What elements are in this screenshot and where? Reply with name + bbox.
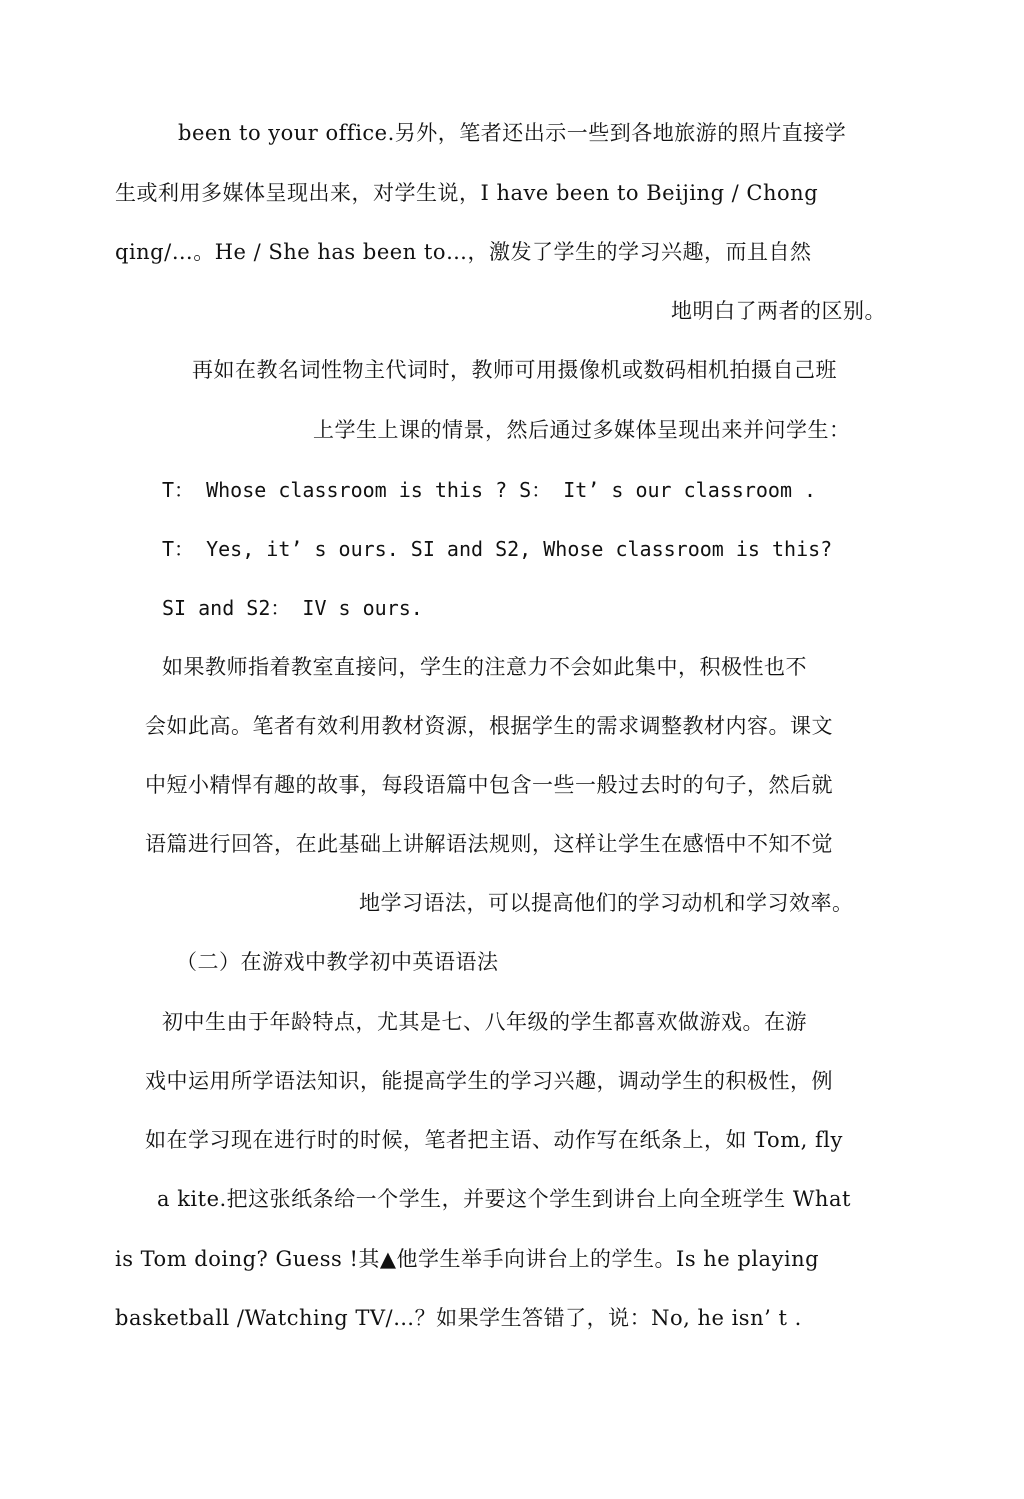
section-heading: （二）在游戏中教学初中英语语法 (176, 950, 499, 974)
text-line-21: basketball /Watching TV/…？如果学生答错了，说：No, he isn’ t . (115, 1306, 802, 1330)
text-line-5: 再如在教名词性物主代词时，教师可用摄像机或数码相机拍摄自己班 (192, 358, 837, 382)
text-line-13: 语篇进行回答，在此基础上讲解语法规则，这样让学生在感悟中不知不觉 (145, 832, 833, 856)
text-line-16: 初中生由于年龄特点，尤其是七、八年级的学生都喜欢做游戏。在游 (162, 1010, 807, 1034)
dialogue-line-2: T： Yes, it’ s ours. SI and S2, Whose classroom is this? (162, 537, 833, 561)
text-line-2: 生或利用多媒体呈现出来，对学生说，I have been to Beijing / Chong (115, 181, 819, 205)
text-line-1: been to your office.另外，笔者还出示一些到各地旅游的照片直接学 (178, 121, 847, 145)
text-line-17: 戏中运用所学语法知识，能提高学生的学习兴趣，调动学生的积极性，例 (145, 1069, 833, 1093)
text-line-10: 如果教师指着教室直接问，学生的注意力不会如此集中，积极性也不 (162, 655, 807, 679)
text-line-19: a kite.把这张纸条给一个学生，并要这个学生到讲台上向全班学生 What (157, 1187, 851, 1211)
text-line-14: 地学习语法，可以提高他们的学习动机和学习效率。 (359, 891, 854, 915)
text-line-4: 地明白了两者的区别。 (671, 299, 886, 323)
dialogue-line-1: T： Whose classroom is this ? S： It’ s our classroom . (162, 478, 817, 502)
text-line-20: is Tom doing? Guess !其▲他学生举手向讲台上的学生。Is he playing (115, 1247, 820, 1271)
text-line-11: 会如此高。笔者有效利用教材资源，根据学生的需求调整教材内容。课文 (145, 714, 833, 738)
text-line-12: 中短小精悍有趣的故事，每段语篇中包含一些一般过去时的句子，然后就 (145, 773, 833, 797)
dialogue-line-3: SI and S2： IV s ours. (162, 596, 423, 620)
text-line-3: qing/…。He / She has been to…，激发了学生的学习兴趣，而且自然 (115, 240, 812, 264)
text-line-6: 上学生上课的情景，然后通过多媒体呈现出来并问学生： (313, 418, 851, 442)
text-line-18: 如在学习现在进行时的时候，笔者把主语、动作写在纸条上，如 Tom, fly (145, 1128, 843, 1152)
